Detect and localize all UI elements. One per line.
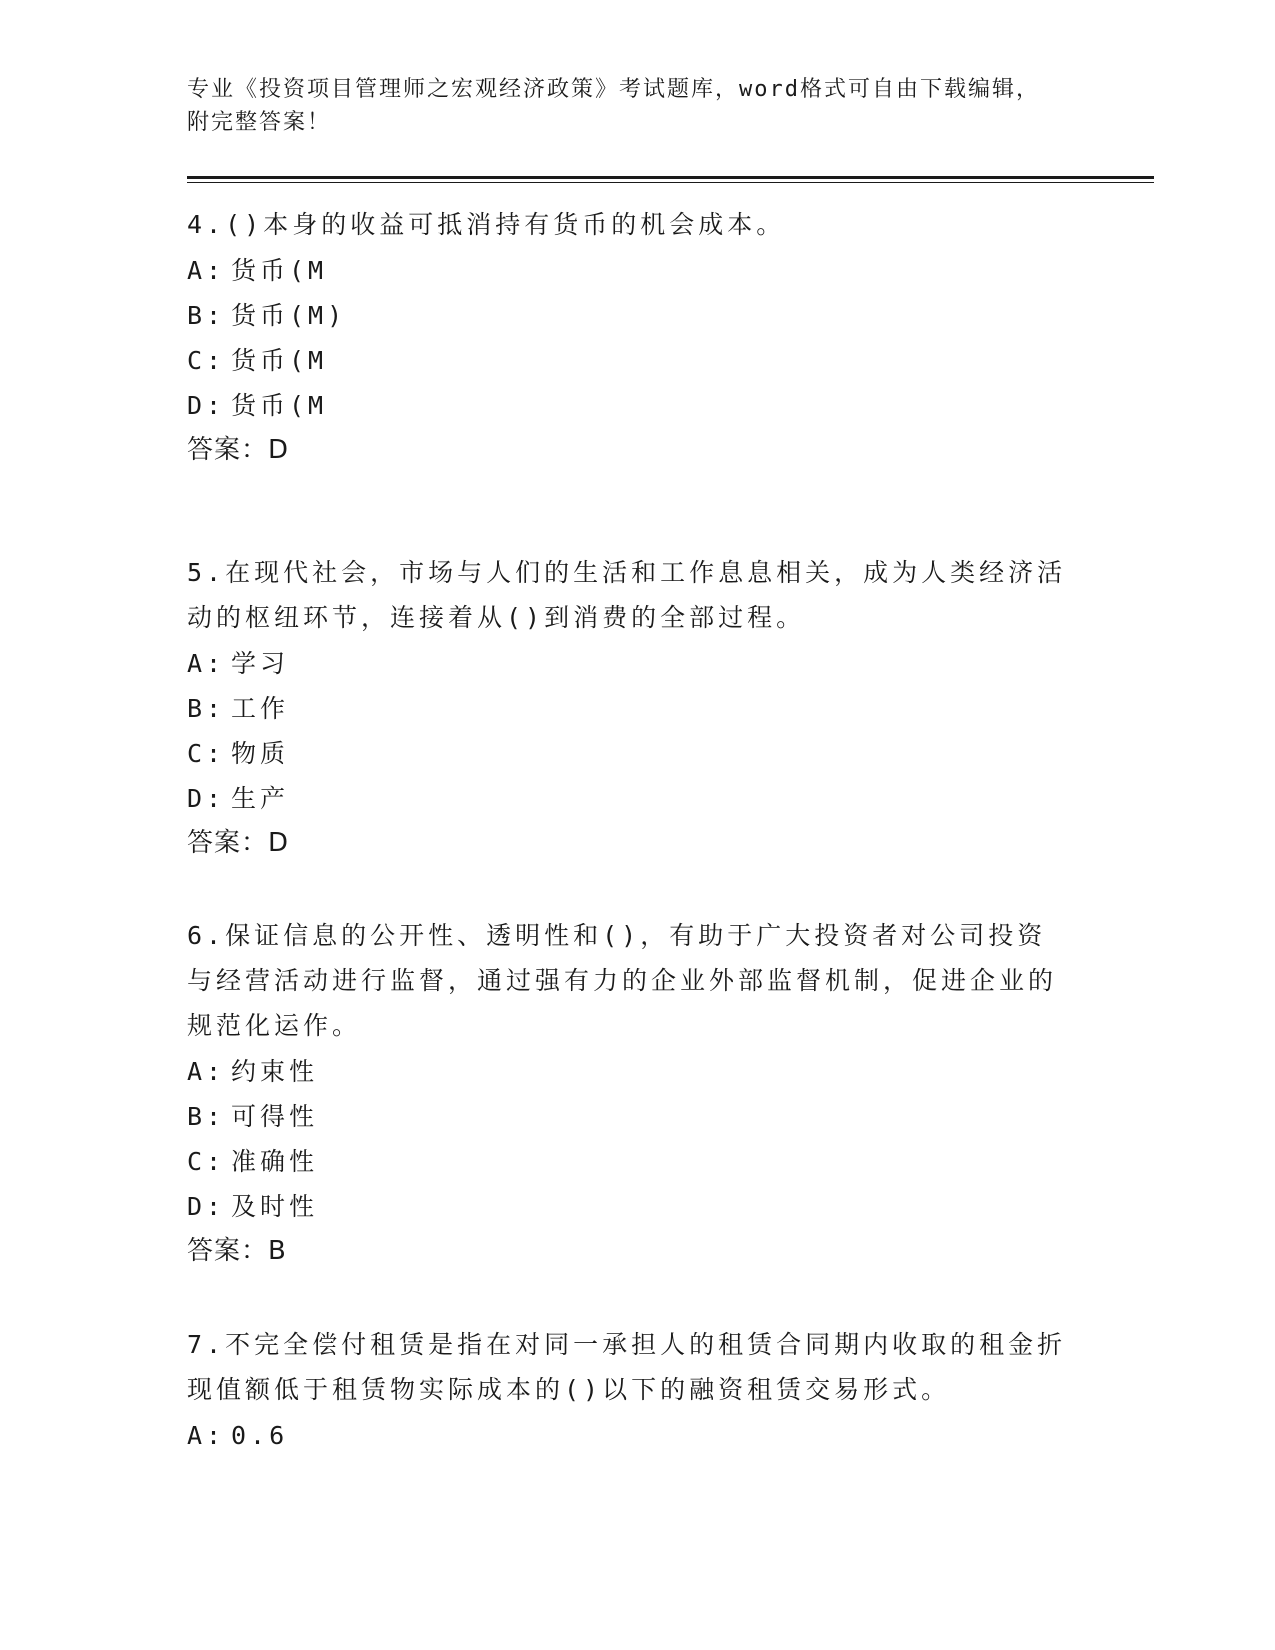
option-text: 约束性 [231, 1057, 319, 1086]
option-a [187, 1049, 1067, 1094]
option-text: 学习 [231, 649, 290, 678]
option-letter: B: [187, 694, 226, 723]
header-divider-thick [187, 176, 1154, 179]
option-text: 可得性 [231, 1102, 319, 1131]
option-letter: A: [187, 1421, 226, 1450]
option-letter: B: [187, 1102, 226, 1131]
option-d [187, 776, 1067, 821]
option-letter: B: [187, 301, 226, 330]
option-letter: C: [187, 739, 226, 768]
option-text: 工作 [231, 694, 290, 723]
question-stem: 7.不完全偿付租赁是指在对同一承担人的租赁合同期内收取的租金折现值额低于租赁物实际成本的()以下的融资租赁交易形式。 [187, 1330, 1067, 1404]
question-stem: 4.()本身的收益可抵消持有货币的机会成本。 [187, 210, 786, 239]
question-stem: 5.在现代社会，市场与人们的生活和工作息息相关，成为人类经济活动的枢纽环节，连接着从()到消费的全部过程。 [187, 558, 1067, 632]
option-text: 物质 [231, 739, 290, 768]
option-b [187, 293, 1067, 338]
header-line-2: 附完整答案！ [187, 110, 332, 135]
option-letter: C: [187, 346, 226, 375]
option-b [187, 1094, 1067, 1139]
option-text: 及时性 [231, 1192, 319, 1221]
option-text: 0.6 [231, 1421, 289, 1450]
question-7 [187, 1322, 1067, 1458]
header-line-1: 专业《投资项目管理师之宏观经济政策》考试题库，word格式可自由下载编辑， [187, 77, 1040, 102]
question-5 [187, 550, 1067, 866]
option-a [187, 248, 1067, 293]
option-c [187, 1139, 1067, 1184]
option-c [187, 731, 1067, 776]
option-c [187, 338, 1067, 383]
answer: 答案：D [187, 828, 290, 858]
option-text: 货币(M [231, 391, 328, 420]
question-6 [187, 913, 1067, 1274]
option-letter: A: [187, 256, 226, 285]
option-letter: D: [187, 784, 226, 813]
option-d [187, 1184, 1067, 1229]
option-d [187, 383, 1067, 428]
option-letter: A: [187, 649, 226, 678]
option-text: 准确性 [231, 1147, 319, 1176]
option-letter: D: [187, 1192, 226, 1221]
answer: 答案：B [187, 1236, 287, 1266]
option-letter: D: [187, 391, 226, 420]
option-b [187, 686, 1067, 731]
option-text: 货币(M [231, 256, 328, 285]
option-a [187, 1413, 1067, 1458]
option-text: 生产 [231, 784, 290, 813]
option-text: 货币(M) [231, 301, 347, 330]
option-letter: C: [187, 1147, 226, 1176]
question-4 [187, 202, 1067, 473]
document-header [187, 73, 1067, 139]
option-a [187, 641, 1067, 686]
answer: 答案：D [187, 435, 290, 465]
question-stem: 6.保证信息的公开性、透明性和()，有助于广大投资者对公司投资与经营活动进行监督，通过强有力的企业外部监督机制，促进企业的规范化运作。 [187, 921, 1058, 1040]
option-text: 货币(M [231, 346, 328, 375]
option-letter: A: [187, 1057, 226, 1086]
header-divider-thin [187, 182, 1154, 183]
